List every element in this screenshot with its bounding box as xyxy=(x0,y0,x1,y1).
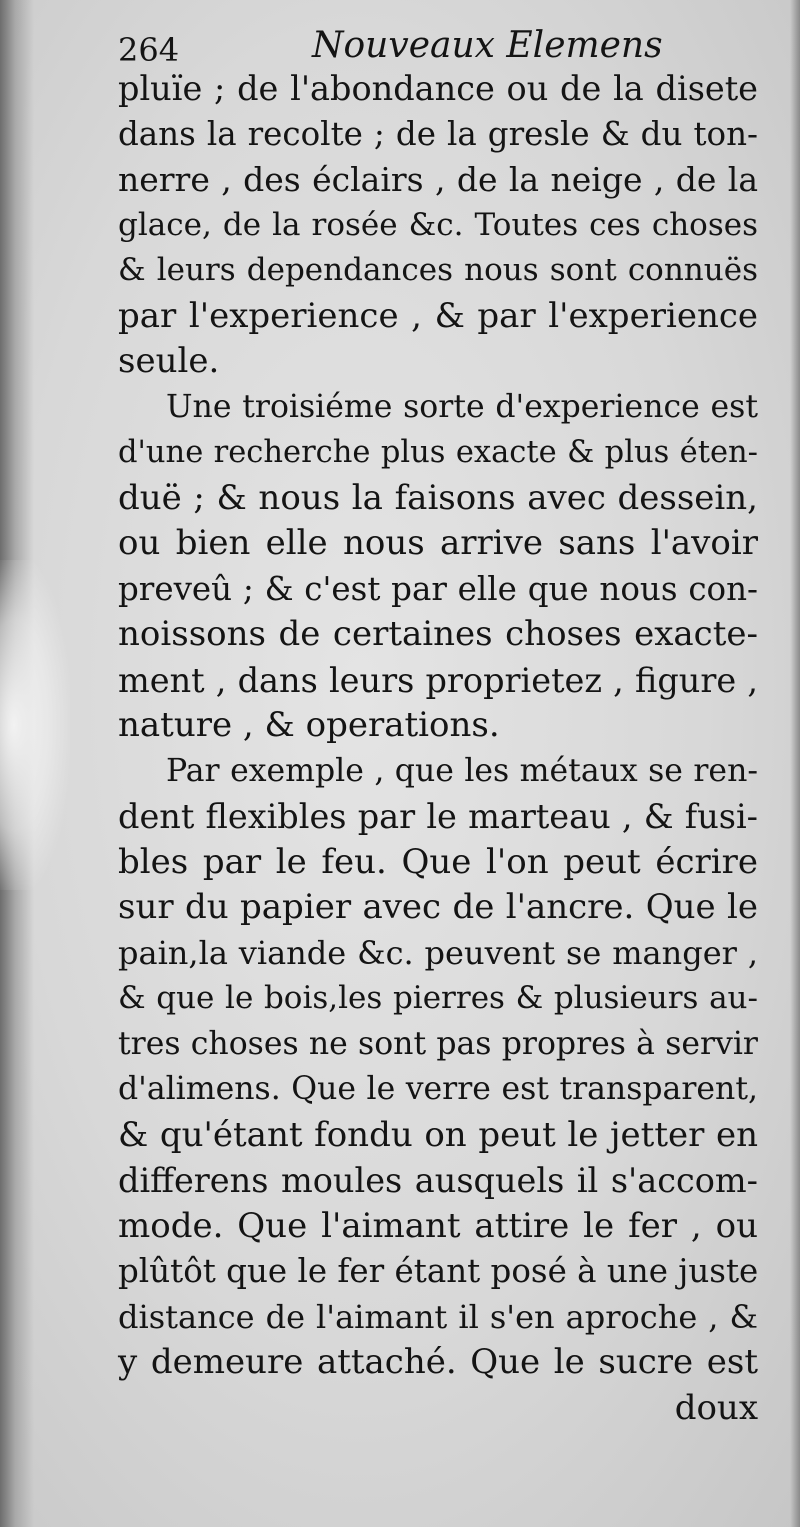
text-line: mode. Que l'aimant attire le fer , ou xyxy=(118,1205,758,1246)
text-line: & leurs dependances nous sont connuës xyxy=(118,252,758,288)
text-line: pain,la viande &c. peuvent se manger , xyxy=(118,933,758,972)
text-line: nerre , des éclairs , de la neige , de la xyxy=(118,160,758,199)
text-line: ou bien elle nous arrive sans l'avoir xyxy=(118,523,758,563)
text-line: plûtôt que le fer étant posé à une juste xyxy=(118,1252,759,1290)
text-line: noissons de certaines choses exacte- xyxy=(118,614,758,654)
text-line: d'alimens. Que le verre est transparent, xyxy=(118,1071,758,1107)
text-line: tres choses ne sont pas propres à servir xyxy=(118,1025,758,1062)
text-line: Une troisiéme sorte d'experience est xyxy=(166,388,758,425)
text-line: bles par le feu. Que l'on peut écrire xyxy=(118,841,758,882)
text-line: ment , dans leurs proprietez , figure , xyxy=(118,660,758,700)
paragraph-3 xyxy=(118,749,758,1386)
page-header xyxy=(118,18,758,69)
text-line: differens moules ausquels il s'accom- xyxy=(118,1161,758,1200)
text-line: y demeure attaché. Que le sucre est xyxy=(118,1342,758,1382)
text-line: nature , & operations. xyxy=(118,705,500,745)
page-edge-shadow xyxy=(790,0,800,1527)
text-line: d'une recherche plus exacte & plus éten- xyxy=(118,435,758,470)
text-line: pluïe ; de l'abondance ou de la disete xyxy=(118,69,758,108)
text-line: duë ; & nous la faisons avec dessein, xyxy=(118,477,758,518)
paragraph-2 xyxy=(118,385,758,749)
paragraph-1 xyxy=(118,66,758,385)
text-line: seule. xyxy=(118,341,220,381)
text-line: distance de l'aimant il s'en aproche , & xyxy=(118,1297,758,1336)
text-line: & que le bois,les pierres & plusieurs au- xyxy=(118,980,758,1016)
text-line: preveû ; & c'est par elle que nous con- xyxy=(118,569,758,608)
page-text-block xyxy=(118,18,758,1431)
text-line: sur du papier avec de l'ancre. Que le xyxy=(118,887,758,927)
text-line: Par exemple , que les métaux se ren- xyxy=(166,752,758,789)
text-line: dans la recolte ; de la gresle & du ton- xyxy=(118,114,758,153)
paper-stain xyxy=(0,560,70,890)
text-line: dent flexibles par le marteau , & fusi- xyxy=(118,797,758,836)
text-line: & qu'étant fondu on peut le jetter en xyxy=(118,1114,758,1155)
catchword: doux xyxy=(674,1387,758,1428)
text-line: glace, de la rosée &c. Toutes ces choses xyxy=(118,206,758,243)
page-number: 264 xyxy=(118,31,180,69)
running-head: Nouveaux Elemens xyxy=(312,25,663,66)
text-line: par l'experience , & par l'experience xyxy=(118,295,758,336)
